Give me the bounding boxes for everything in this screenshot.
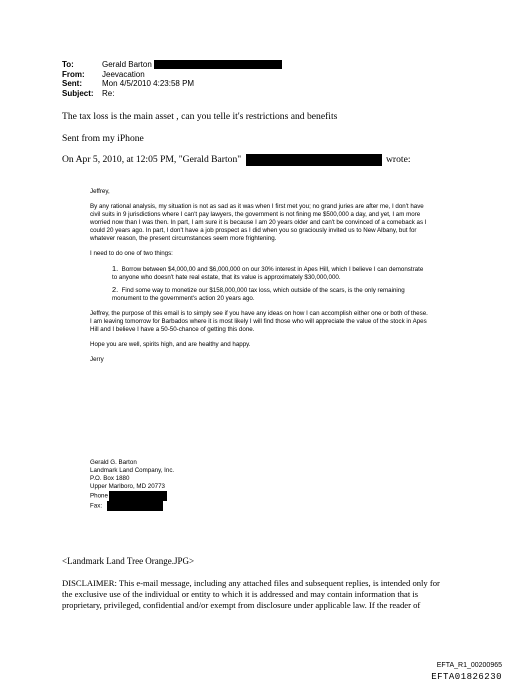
subject-label: Subject: (62, 88, 94, 98)
sent-label: Sent: (62, 79, 82, 88)
attachment-name: <Landmark Land Tree Orange.JPG> (62, 556, 195, 566)
paragraph: By any rational analysis, my situation is not as sad as it was when I first met you; no grand juries are after me, I don't have civil suits in 9 jurisdictions where I can't pay lawyers, the government is not fining me $500,000 a day, and yet, I am more worried now than I was then. In part, I am sure it is because I am 20 years older and can't be convinced of a comeback as I could 20 years ago. In part, I don't have a job prospect as I did when you so graciously invited us to New Albany, but for whatever reason, the present circumstances seem more frightening. (90, 203, 427, 242)
redaction-box (107, 501, 163, 511)
subject-value: Re: (102, 88, 115, 98)
quote-intro: On Apr 5, 2010, at 12:05 PM, "Gerald Barton" (62, 154, 242, 166)
quote-intro-line (62, 154, 411, 166)
sent-row (62, 79, 282, 89)
from-value: Jeevacation (102, 69, 145, 79)
list-text: Find some way to monetize our $158,000,000 tax loss, which outside of the scars, is the only remaining monument to the government's action 20 years ago. (112, 287, 405, 302)
paragraph: I need to do one of two things: (90, 250, 173, 257)
quote-wrote: wrote: (385, 154, 411, 166)
signature-company: Landmark Land Company, Inc. (90, 467, 175, 474)
to-value: Gerald Barton (102, 60, 152, 69)
paragraph: Jeffrey, the purpose of this email is to simply see if you have any ideas on how I can accomplish either one or both of these. I am leaving tomorrow for Barbados where it is most likely I will find those who will appreciate the value of the stock in Apes Hill and I believe I have a 50-50-chance of getting this done. (90, 310, 428, 333)
to-label: To: (62, 60, 74, 69)
redaction-box (154, 60, 282, 69)
signature-block (90, 459, 174, 511)
disclaimer-text: DISCLAIMER: This e-mail message, including any attached files and subsequent replies, is intended only for the exclusive use of the individual or entity to which it is addressed and may contain information that is proprietary, privileged, confidential and/or exempt from disclosure under applicable law. If the reader of (62, 578, 440, 610)
subject-row (62, 89, 282, 99)
sent-value: Mon 4/5/2010 4:23:58 PM (102, 79, 195, 88)
fax-label: Fax: (90, 502, 103, 510)
list-item (112, 265, 430, 282)
numbered-list (112, 265, 430, 303)
sent-from-line: Sent from my iPhone (62, 133, 144, 144)
to-row (62, 60, 282, 70)
signature-pobox: P.O. Box 1880 (90, 475, 130, 482)
signature-phone (90, 491, 174, 501)
list-text: Borrow between $4,000,00 and $6,000,000 on our 30% interest in Apes Hill, which I believe I can demonstrate to anyone who doesn't hate real estate, that its value is approximately $30,000,000. (112, 266, 424, 281)
bates-stamp: EFTA01826230 (431, 672, 502, 682)
phone-label: Phone (90, 492, 108, 500)
redaction-box (109, 491, 167, 501)
quoted-message (90, 188, 430, 371)
signature-name: Gerald G. Barton (90, 459, 137, 466)
from-row (62, 70, 282, 80)
signoff: Jerry (90, 356, 104, 363)
bates-stamp-small: EFTA_R1_00200965 (436, 662, 502, 669)
from-label: From: (62, 69, 85, 79)
signature-fax (90, 501, 174, 511)
reply-line: The tax loss is the main asset , can you telle it's restrictions and benefits (62, 111, 338, 122)
list-number: 1. (112, 264, 119, 273)
redaction-box (246, 154, 382, 166)
list-number: 2. (112, 285, 119, 294)
signature-city: Upper Marlboro, MD 20773 (90, 483, 165, 490)
paragraph: Hope you are well, spirits high, and are healthy and happy. (90, 341, 251, 348)
greeting: Jeffrey, (90, 188, 110, 195)
email-header (62, 60, 282, 98)
list-item (112, 286, 430, 303)
